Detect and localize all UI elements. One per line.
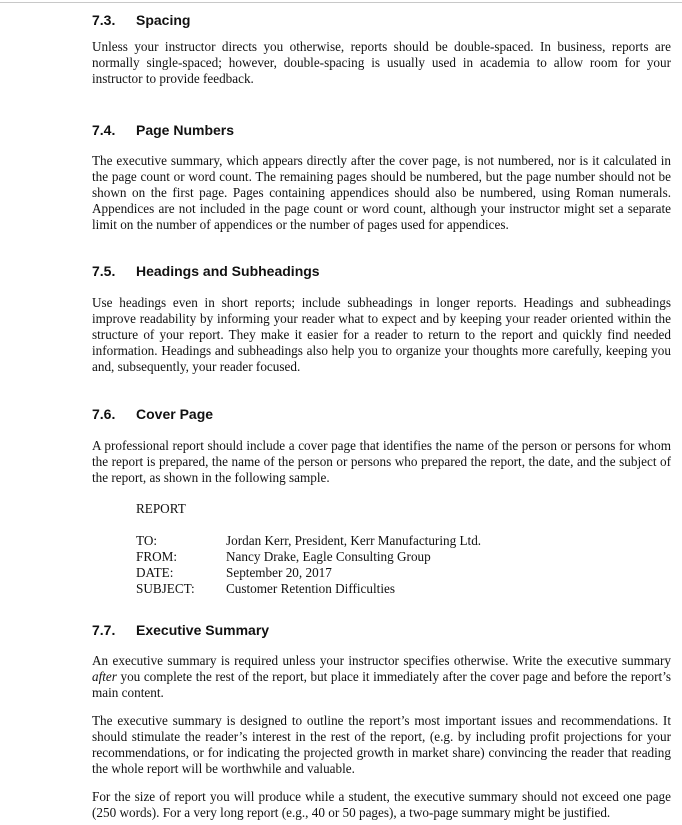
paragraph: Use headings even in short reports; include subheadings in longer reports. Headings and subheadings improve readability by informing your reader what to expect and by keeping your reader oriented within the structure of your report. They make it easier for a reader to return to the report and quickly find needed information. Headings and subheadings also help you to organize your thoughts more carefully, keeping you and, subsequently, your reader focused. — [92, 295, 671, 374]
paragraph — [92, 653, 671, 701]
cover-label: FROM: — [136, 549, 178, 564]
paragraph: The executive summary is designed to outline the report’s most important issues and recommendations. It should stimulate the reader’s interest in the rest of the report, (e.g. by including profit projections for your recommendations, or for indicating the projected growth in market share) convincing the reader that reading the whole report will be worthwhile and valuable. — [92, 713, 671, 776]
heading-title: Executive Summary — [136, 622, 270, 638]
cover-row — [136, 549, 481, 565]
heading-title: Page Numbers — [136, 122, 235, 138]
cover-value: Nancy Drake, Eagle Consulting Group — [226, 549, 431, 564]
heading-title: Spacing — [136, 12, 191, 28]
cover-value: Jordan Kerr, President, Kerr Manufacturing Ltd. — [226, 533, 482, 548]
heading-number: 7.3. — [92, 12, 116, 28]
heading-title: Headings and Subheadings — [136, 263, 320, 279]
heading-title: Cover Page — [136, 406, 214, 422]
heading-headings-subheadings — [92, 263, 320, 279]
cover-sample — [136, 501, 481, 597]
heading-executive-summary — [92, 622, 269, 638]
heading-number: 7.4. — [92, 122, 116, 138]
heading-page-numbers — [92, 122, 234, 138]
heading-spacing — [92, 12, 190, 28]
cover-row — [136, 581, 481, 597]
heading-cover-page — [92, 406, 213, 422]
emphasis: after — [92, 669, 117, 684]
paragraph: A professional report should include a cover page that identifies the name of the person or persons for whom the report is prepared, the name of the person or persons who prepared the report, the date, and the subject of the report, as shown in the following sample. — [92, 438, 671, 485]
cover-label: SUBJECT: — [136, 581, 195, 596]
heading-number: 7.5. — [92, 263, 116, 279]
cover-row — [136, 533, 481, 549]
cover-value: Customer Retention Difficulties — [226, 581, 395, 596]
paragraph-intro: An executive summary is required unless your instructor specifies otherwise. Write the executive summary — [92, 653, 671, 668]
paragraph: For the size of report you will produce while a student, the executive summary should not exceed one page (250 words). For a very long report (e.g., 40 or 50 pages), a two-page summary might be justified. — [92, 789, 671, 820]
paragraph: Unless your instructor directs you otherwise, reports should be double-spaced. In business, reports are normally single-spaced; however, double-spacing is usually used in academia to allow room for your instructor to provide feedback. — [92, 39, 671, 86]
cover-value: September 20, 2017 — [226, 565, 332, 580]
heading-number: 7.7. — [92, 622, 116, 638]
cover-heading: REPORT — [136, 501, 186, 516]
page-top-border — [0, 2, 682, 3]
cover-label: TO: — [136, 533, 158, 548]
paragraph-rest: you complete the rest of the report, but place it immediately after the cover page and before the report’s main content. — [92, 669, 672, 700]
paragraph: The executive summary, which appears directly after the cover page, is not numbered, nor is it calculated in the page count or word count. The remaining pages should be numbered, but the page number should not be shown on the first page. Pages containing appendices should also be numbered, using Roman numerals. Appendices are not included in the page count or word count, although your instructor might set a separate limit on the number of appendices or the number of pages used for appendices. — [92, 153, 671, 232]
cover-row — [136, 565, 481, 581]
cover-label: DATE: — [136, 565, 174, 580]
heading-number: 7.6. — [92, 406, 116, 422]
